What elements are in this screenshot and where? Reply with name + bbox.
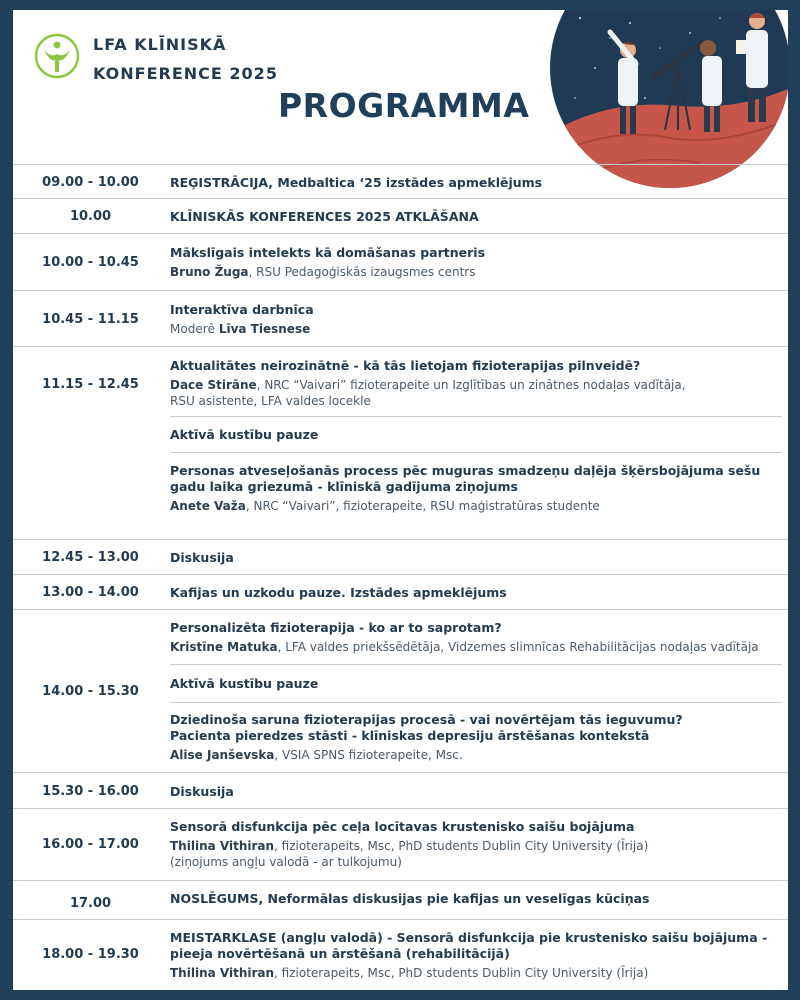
speaker-name: Thilina Vithiran (170, 839, 275, 853)
session-entry (170, 417, 782, 453)
session-title: Personas atveseļošanās process pēc muguras smadzeņu daļēja šķērsbojājuma sešu (170, 463, 761, 478)
session-time: 14.00 - 15.30 (42, 684, 139, 699)
schedule-row (13, 809, 788, 881)
session-time: 15.30 - 16.00 (42, 784, 139, 799)
session-title: Kafijas un uzkodu pauze. Izstādes apmeklējums (170, 585, 507, 600)
speaker-affiliation: , LFA valdes priekšsēdētāja, Vidzemes slimnīcas Rehabilitācijas nodaļas vadītāja (277, 640, 759, 654)
session-time: 13.00 - 14.00 (42, 585, 139, 600)
schedule-row (13, 291, 788, 347)
session-speaker (170, 264, 782, 280)
session-entry (170, 302, 782, 337)
session-entry (170, 209, 782, 225)
session-speaker (170, 965, 782, 981)
schedule-row (13, 773, 788, 809)
session-title-cont: pieeja novērtēšanā un ārstēšanā (rehabilitācijā) (170, 946, 510, 961)
session-speaker (170, 838, 782, 854)
session-title: Interaktīva darbnīca (170, 302, 314, 317)
session-title: KLĪNISKĀS KONFERENCES 2025 ATKLĀŠANA (170, 209, 479, 224)
session-title: REĢISTRĀCIJA, Medbaltica ‘25 izstādes apmeklējums (170, 175, 543, 190)
session-entry (170, 453, 782, 539)
session-title: Mākslīgais intelekts kā domāšanas partneris (170, 245, 486, 260)
session-entry (170, 819, 782, 870)
speaker-affiliation: , NRC “Vaivari”, fizioterapeite, RSU maģistratūras studente (245, 499, 600, 513)
schedule-row (13, 575, 788, 610)
session-moderator (170, 321, 782, 337)
schedule-row (13, 540, 788, 575)
session-title: Dziedinoša saruna fizioterapijas procesā - vai novērtējam tās ieguvumu? (170, 712, 683, 727)
speaker-affiliation-cont: RSU asistente, LFA valdes locekle (170, 394, 371, 408)
session-title: Diskusija (170, 550, 234, 565)
session-entry (170, 347, 782, 417)
session-title: Personalizēta fizioterapija - ko ar to saprotam? (170, 620, 502, 635)
schedule-row (13, 234, 788, 291)
session-title: Diskusija (170, 784, 234, 799)
session-time: 11.15 - 12.45 (42, 377, 139, 392)
speaker-name: Thilina Vithiran (170, 966, 275, 980)
session-entry (170, 245, 782, 280)
session-time: 10.45 - 11.15 (42, 312, 139, 327)
brand-line-2: KONFERENCE 2025 (93, 64, 278, 83)
session-time: 10.00 (69, 209, 112, 224)
brand-line-1: LFA KLĪNISKĀ (93, 35, 227, 54)
speaker-name: Kristīne Matuka (170, 640, 278, 654)
session-speaker (170, 639, 782, 655)
session-title: MEISTARKLASE (angļu valodā) - Sensorā disfunkcija pie krustenisko saišu bojājuma - (170, 930, 768, 945)
session-time: 09.00 - 10.00 (42, 175, 139, 190)
speaker-affiliation: , NRC “Vaivari” fizioterapeite un Izglītības un zinātnes nodaļas vadītāja, (256, 378, 686, 392)
session-title: Aktualitātes neirozinātnē - kā tās lietojam fizioterapijas pilnveidē? (170, 358, 641, 373)
schedule-row (13, 920, 788, 990)
moderator-prefix: Moderē (170, 322, 219, 336)
speaker-affiliation: , fizioterapeits, Msc, PhD students Dublin City University (Īrija) (274, 839, 649, 853)
session-entry (170, 891, 782, 907)
speaker-name: Bruno Žuga (170, 265, 249, 279)
session-entry (170, 784, 782, 800)
session-title: Aktīvā kustību pauze (170, 427, 319, 442)
session-time: 12.45 - 13.00 (42, 550, 139, 565)
speaker-affiliation: , fizioterapeits, Msc, PhD students Dublin City University (Īrija) (274, 966, 649, 980)
session-time: 18.00 - 19.30 (42, 947, 139, 962)
session-entry (170, 175, 782, 191)
page-title: PROGRAMMA (278, 86, 530, 125)
schedule-row (13, 164, 788, 199)
session-time: 17.00 (69, 896, 112, 911)
session-title-cont: Pacienta pieredzes stāsti - klīniskas depresiju ārstēšanas kontekstā (170, 728, 650, 743)
session-title-cont: gadu laika griezumā - klīniskā gadījuma ziņojums (170, 479, 518, 494)
schedule-row (13, 199, 788, 234)
session-note: (ziņojums angļu valodā - ar tulkojumu) (170, 855, 402, 869)
speaker-affiliation: , RSU Pedagoģiskās izaugsmes centrs (248, 265, 476, 279)
schedule-row (13, 347, 788, 540)
moderator-name: Līva Tiesnese (218, 322, 311, 336)
session-entry (170, 610, 782, 665)
program-sheet (13, 10, 788, 990)
session-time: 10.00 - 10.45 (42, 255, 139, 270)
session-title: Sensorā disfunkcija pēc ceļa locītavas krustenisko saišu bojājuma (170, 819, 635, 834)
session-speaker (170, 747, 782, 763)
session-title: Aktīvā kustību pauze (170, 676, 319, 691)
schedule-row (13, 610, 788, 773)
speaker-affiliation: , VSIA SPNS fizioterapeite, Msc. (274, 748, 463, 762)
speaker-name: Anete Važa (170, 499, 246, 513)
astronomers-illustration (550, 10, 788, 188)
session-time: 16.00 - 17.00 (42, 837, 139, 852)
schedule-row (13, 881, 788, 920)
session-entry (170, 585, 782, 601)
session-title: NOSLĒGUMS, Neformālas diskusijas pie kafijas un veselīgas kūciņas (170, 891, 650, 906)
session-entry (170, 930, 782, 981)
lfa-logo-icon (33, 32, 81, 80)
speaker-name: Dace Stirāne (170, 378, 257, 392)
conference-brand (93, 30, 278, 88)
speaker-name: Alise Janševska (170, 748, 275, 762)
session-entry (170, 703, 782, 773)
session-entry (170, 550, 782, 566)
session-speaker (170, 498, 782, 514)
session-speaker (170, 377, 782, 393)
session-entry (170, 665, 782, 703)
